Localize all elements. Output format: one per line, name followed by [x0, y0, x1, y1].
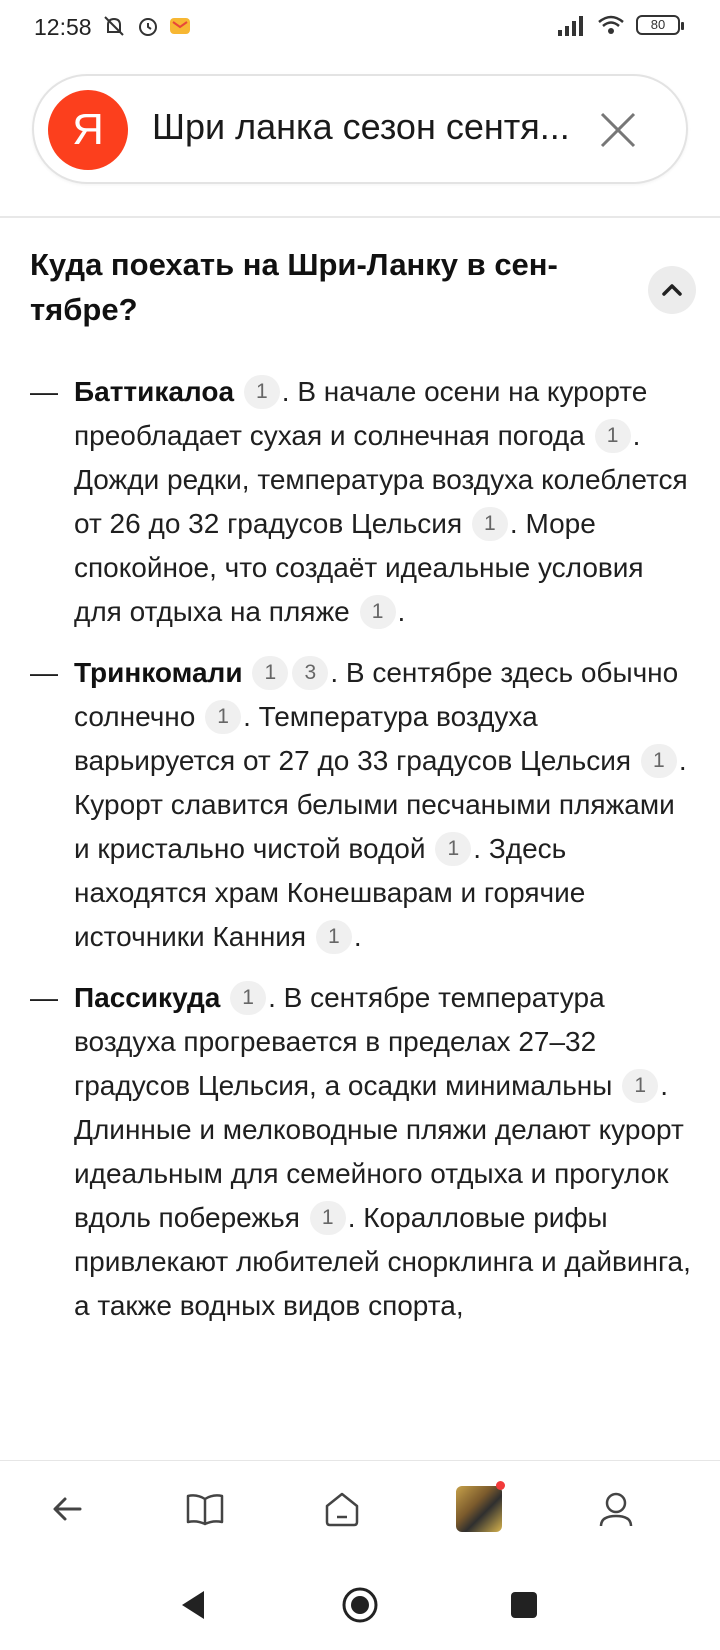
answer-text: . Коралловые рифы привлекают любителей снорклинга и дайвинга, а также водных видов спорта, — [74, 1202, 691, 1321]
answer-text: . Курорт славится белыми песчаными пляжами и кристально чистой водой — [74, 745, 687, 864]
citation-badge[interactable]: 3 — [292, 656, 328, 690]
system-back-button[interactable] — [170, 1582, 216, 1628]
place-name: Тринкомали — [74, 657, 243, 688]
chevron-up-icon — [648, 266, 696, 314]
recents-square-icon — [509, 1590, 539, 1620]
battery-icon: 80 — [636, 15, 680, 35]
divider — [0, 216, 720, 218]
bookmarks-button[interactable] — [177, 1481, 233, 1537]
citation-badge[interactable]: 1 — [316, 920, 352, 954]
back-button[interactable] — [40, 1481, 96, 1537]
wifi-icon — [596, 14, 626, 36]
bottom-navigation — [0, 1460, 720, 1556]
citation-badge[interactable]: 1 — [205, 700, 241, 734]
list-dash: — — [30, 376, 58, 407]
back-triangle-icon — [178, 1588, 208, 1622]
status-system-icons — [556, 14, 680, 36]
citation-badge[interactable]: 1 — [252, 656, 288, 690]
answer-text: . Температура воздуха варьируется от 27 до 33 градусов Цельсия — [74, 701, 632, 776]
profile-button[interactable] — [588, 1481, 644, 1537]
citation-badge[interactable]: 1 — [244, 375, 280, 409]
citation-badge[interactable]: 1 — [310, 1201, 346, 1235]
muted-bell-icon — [100, 14, 128, 38]
search-bar[interactable] — [32, 74, 688, 184]
signal-icon — [556, 14, 586, 36]
citation-badge[interactable]: 1 — [472, 507, 508, 541]
list-dash: — — [30, 982, 58, 1013]
list-item — [30, 651, 698, 959]
citation-badge[interactable]: 1 — [595, 419, 631, 453]
notification-dot — [496, 1481, 505, 1490]
news-feed-button[interactable] — [451, 1481, 507, 1537]
list-dash: — — [30, 657, 58, 688]
back-arrow-icon — [50, 1491, 86, 1527]
citation-badge[interactable]: 1 — [360, 595, 396, 629]
answer-text: . — [353, 921, 362, 952]
news-thumbnail — [456, 1486, 502, 1532]
place-name: Баттикалоа — [74, 376, 235, 407]
answer-text: . Здесь находятся храм Конешварам и горячие источники Канния — [74, 833, 586, 952]
search-query[interactable]: Шри ланка сезон сентя... — [152, 106, 570, 147]
home-button[interactable] — [314, 1481, 370, 1537]
alarm-clock-icon — [136, 14, 160, 38]
answer-text: . — [397, 596, 406, 627]
answer-text: . В сентябре здесь обычно солнечно — [74, 657, 679, 732]
answer-text: . Дожди редки, температура воздуха колеблется от 26 до 32 градусов Цельсия — [74, 420, 688, 539]
mail-app-icon — [168, 14, 192, 38]
place-name: Пассикуда — [74, 982, 221, 1013]
profile-icon — [596, 1489, 636, 1529]
yandex-logo[interactable]: Я — [48, 90, 128, 170]
answer-text: . В начале осени на курорте преобладает сухая и солнечная погода — [74, 376, 648, 451]
answer-list — [30, 370, 698, 1328]
clear-search-button[interactable] — [596, 108, 640, 152]
collapse-button[interactable] — [648, 266, 696, 314]
home-icon — [322, 1489, 362, 1529]
citation-badge[interactable]: 1 — [435, 832, 471, 866]
answer-text: . Длинные и мелководные пляжи делают курорт идеальным для семейного отдыха и прогулок вдоль побережья — [74, 1070, 684, 1233]
system-home-button[interactable] — [337, 1582, 383, 1628]
answer-text: . Море спокойное, что создаёт идеальные условия для отдыха на пляже — [74, 508, 644, 627]
system-recents-button[interactable] — [501, 1582, 547, 1628]
citation-badge[interactable]: 1 — [641, 744, 677, 778]
system-navigation-bar — [0, 1560, 720, 1650]
list-item — [30, 976, 698, 1328]
citation-badge[interactable]: 1 — [230, 981, 266, 1015]
status-notification-icons — [100, 14, 192, 38]
book-icon — [185, 1491, 225, 1527]
home-circle-icon — [340, 1585, 380, 1625]
answer-block — [30, 242, 698, 1345]
answer-text: . В сентябре температура воздуха прогревается в пределах 27–32 градусов Цельсия, а осадки минимальны — [74, 982, 613, 1101]
status-time: 12:58 — [34, 14, 92, 40]
citation-badge[interactable]: 1 — [622, 1069, 658, 1103]
status-bar — [0, 0, 720, 56]
list-item — [30, 370, 698, 634]
answer-title: Куда поехать на Шри-Ланку в сентябре? — [30, 247, 558, 327]
